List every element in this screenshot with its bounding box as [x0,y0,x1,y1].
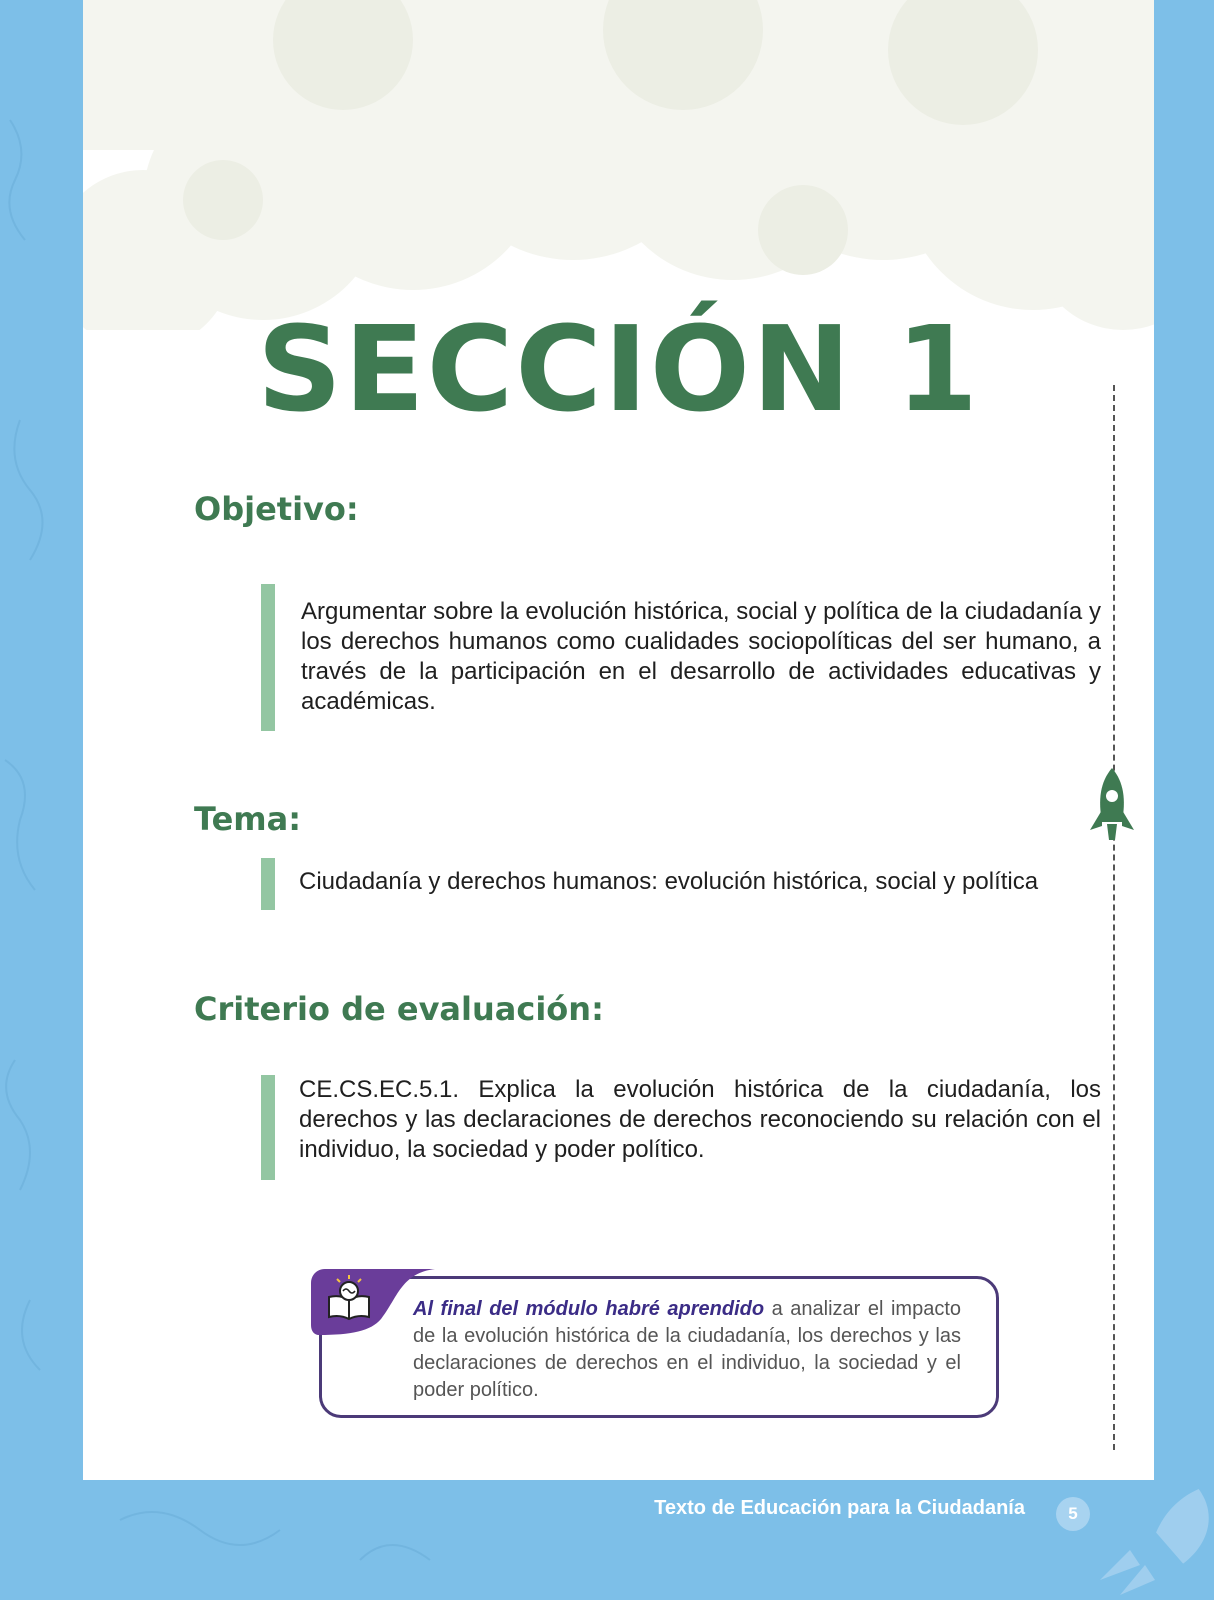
objetivo-heading: Objetivo: [194,490,359,528]
criterio-heading: Criterio de evaluación: [194,990,604,1028]
learning-outcome-text [413,1296,961,1404]
footer-rocket-icon [1060,1470,1214,1600]
criterio-text: CE.CS.EC.5.1. Explica la evolución histórica de la ciudadanía, los derechos y las declaraciones de derechos reconociendo su relación con el individuo, la sociedad y poder político. [299,1076,1101,1163]
rocket-icon [1088,766,1136,846]
criterio-accent-bar [261,1075,275,1180]
objetivo-accent-bar [261,584,275,731]
tema-accent-bar [261,858,275,910]
tema-text: Ciudadanía y derechos humanos: evolución histórica, social y política [299,868,1039,895]
clouds-decoration [83,0,1154,330]
page-number: 5 [1056,1497,1090,1531]
dashed-trail-line [1113,385,1115,1450]
footer-book-title: Texto de Educación para la Ciudadanía [654,1497,1025,1519]
tema-heading: Tema: [194,800,302,838]
learning-outcome-body: a analizar el impacto de la evolución histórica de la ciudadanía, los derechos y las declaraciones de derechos en el individuo, la sociedad y el poder político. [413,1298,962,1401]
section-title: SECCIÓN 1 [257,300,980,438]
objetivo-text: Argumentar sobre la evolución histórica, social y política de la ciudadanía y los derechos humanos como cualidades sociopolíticas del ser humano, a través de la participación en el desarrollo de actividades educativas y académicas. [301,598,1101,715]
page-sheet [83,0,1154,1480]
learning-outcome-emphasis: Al final del módulo habré aprendido [413,1298,765,1320]
